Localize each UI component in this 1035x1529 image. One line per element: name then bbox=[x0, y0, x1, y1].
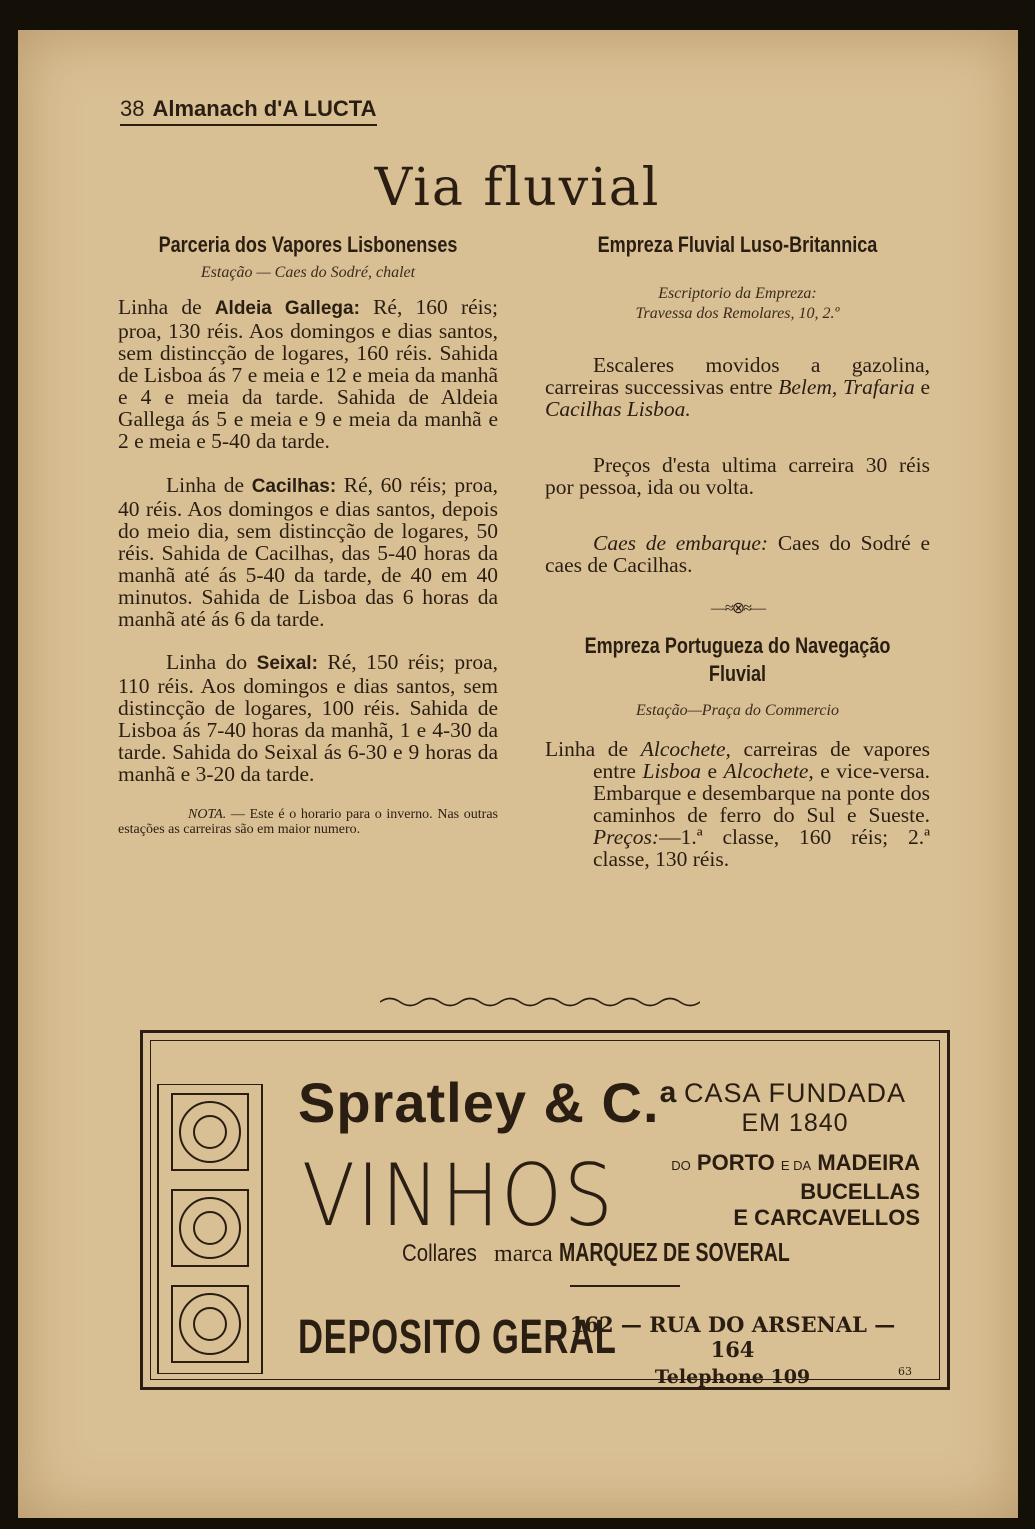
p4-i2: Lisboa bbox=[642, 758, 702, 783]
p1-pre: Linha de bbox=[118, 295, 215, 319]
nota-text: — Este é o horario para o inverno. Nas outras estações as carreiras são em maior numero. bbox=[118, 806, 498, 837]
p3-text: Ré, 150 réis; proa, 110 réis. Aos domingos e dias santos, sem distincção de logares, 100 réis. Sahida de Lisboa ás 7-40 horas da manhã, 1 e 4-30 da tarde. Sahida do Seixal ás 6-30 e 9 horas da manhã e 3-20 da tarde. bbox=[118, 650, 498, 786]
p2-text: Ré, 60 réis; proa, 40 réis. Aos domingos e dias santos, depois do meio dia, sem distincção de logares, 50 réis. Sahida de Cacilhas, das 5-40 horas da manhã até ás 5-40 da tarde, de 40 em 40 minutos. Sahida de Lisboa das 6 horas da manhã até ás 6 da tarde. bbox=[118, 472, 498, 631]
casa-line2: EM 1840 bbox=[741, 1109, 849, 1137]
left-heading: Parceria dos Vapores Lisbonenses bbox=[158, 232, 458, 257]
collares-word: Collares bbox=[402, 1240, 477, 1267]
caes-paragraph bbox=[545, 532, 930, 576]
p4c: e bbox=[701, 758, 724, 783]
seixal-label: Seixal: bbox=[256, 653, 318, 674]
right-heading-1: Empreza Fluvial Luso-Britannica bbox=[597, 232, 878, 257]
escaleres-paragraph bbox=[545, 354, 930, 420]
company-text: Spratley & C. bbox=[298, 1071, 660, 1134]
right-subheading-1 bbox=[545, 284, 930, 324]
p3-text-right: Caes do Sodré e caes de Cacilhas. bbox=[545, 531, 930, 577]
e-da-word: E DA bbox=[780, 1158, 812, 1173]
running-header bbox=[120, 96, 377, 126]
advertisement bbox=[140, 1030, 950, 1390]
aldeia-gallega-paragraph bbox=[118, 296, 498, 452]
header-title: Almanach d'A LUCTA bbox=[152, 96, 377, 121]
p1a: Escaleres movidos a gazolina, carreiras successivas entre bbox=[545, 353, 930, 399]
casa-fundada bbox=[675, 1078, 915, 1138]
deposito-geral: DEPOSITO GERAL bbox=[298, 1311, 617, 1364]
marquez-brand: MARQUEZ DE SOVERAL bbox=[558, 1237, 790, 1267]
sub1-line1: Escriptorio da Empreza: bbox=[658, 285, 817, 302]
p4-i4: Preços: bbox=[593, 824, 660, 849]
cacilhas-paragraph bbox=[118, 474, 498, 630]
cacilhas-label: Cacilhas: bbox=[251, 475, 337, 497]
p4d: e vice-versa. Embarque e desembarque na ponte dos caminhos de ferro do Sul e Sueste. bbox=[593, 758, 931, 827]
p4-i1: Alcochete, bbox=[640, 736, 731, 761]
porto-word: PORTO bbox=[696, 1150, 775, 1175]
p1-i2: Cacilhas Lisboa. bbox=[545, 397, 691, 421]
address-block bbox=[560, 1312, 905, 1388]
main-title: Via fluvial bbox=[374, 158, 661, 218]
do-word: DO bbox=[671, 1158, 691, 1173]
aldeia-gallega-label: Aldeia Gallega: bbox=[214, 298, 360, 319]
collares-line bbox=[402, 1237, 866, 1268]
wavy-rule bbox=[380, 995, 700, 1009]
separator-line bbox=[570, 1285, 680, 1287]
p1-i1: Belem, Trafaria bbox=[778, 375, 915, 399]
ornament-column-icon bbox=[154, 1084, 266, 1374]
casa-line1: CASA FUNDADA bbox=[683, 1078, 907, 1108]
company-name bbox=[298, 1070, 677, 1135]
sub1-line2: Travessa dos Remolares, 10, 2.º bbox=[635, 305, 840, 322]
ad-number: 63 bbox=[898, 1365, 912, 1378]
company-sup: a bbox=[659, 1076, 678, 1109]
left-column bbox=[118, 232, 498, 851]
p4a: Linha de bbox=[545, 736, 641, 761]
section-divider: —≈⊗≈— bbox=[711, 599, 764, 617]
carcavellos-word: E CARCAVELLOS bbox=[733, 1205, 920, 1230]
right-subheading-2: Estação—Praça do Commercio bbox=[636, 701, 839, 719]
p3-pre: Linha do bbox=[166, 650, 257, 674]
p1-text: Ré, 160 réis; proa, 130 réis. Aos domingos e dias santos, sem distincção de logares, 160 réis. Sahida de Lisboa ás 7 e meia e 12 e meia da manhã e 4 e meia da tarde. Sahida de Aldeia Gallega ás 5 e meia e 9 e meia da manhã e 2 e meia e 5-40 da tarde. bbox=[118, 295, 498, 453]
heading2-line1: Empreza Portugueza do Navegação bbox=[584, 632, 891, 658]
bucellas-word: BUCELLAS bbox=[800, 1179, 920, 1204]
alcochete-paragraph bbox=[545, 738, 930, 870]
left-subheading: Estação — Caes do Sodré, chalet bbox=[200, 264, 416, 281]
right-column bbox=[545, 232, 930, 891]
p4-i3: Alcochete, bbox=[723, 758, 814, 783]
p2-pre: Linha de bbox=[166, 472, 252, 497]
seixal-paragraph bbox=[118, 651, 498, 785]
p3-i: Caes de embarque: bbox=[593, 531, 769, 555]
nota-label: NOTA. bbox=[188, 806, 227, 822]
p4b: carreiras de vapores entre bbox=[593, 736, 930, 783]
nota-paragraph bbox=[118, 807, 498, 837]
address-text: 162 — RUA DO ARSENAL — 164 bbox=[569, 1312, 896, 1362]
p4e: —1.ª classe, 160 réis; 2.ª classe, 130 réis. bbox=[593, 824, 930, 871]
heading2-line2: Fluvial bbox=[708, 660, 767, 686]
madeira-word: MADEIRA bbox=[817, 1150, 920, 1175]
page-number: 38 bbox=[120, 96, 145, 121]
p1b: e bbox=[914, 375, 930, 399]
wine-list bbox=[580, 1150, 920, 1231]
telephone-text: Telephone 109 bbox=[654, 1366, 811, 1388]
vinhos-word: VINHOS bbox=[302, 1146, 615, 1246]
right-heading-2 bbox=[580, 632, 896, 688]
precos-paragraph: Preços d'esta ultima carreira 30 réis por pessoa, ida ou volta. bbox=[545, 453, 930, 499]
marca-word: marca bbox=[494, 1241, 553, 1267]
